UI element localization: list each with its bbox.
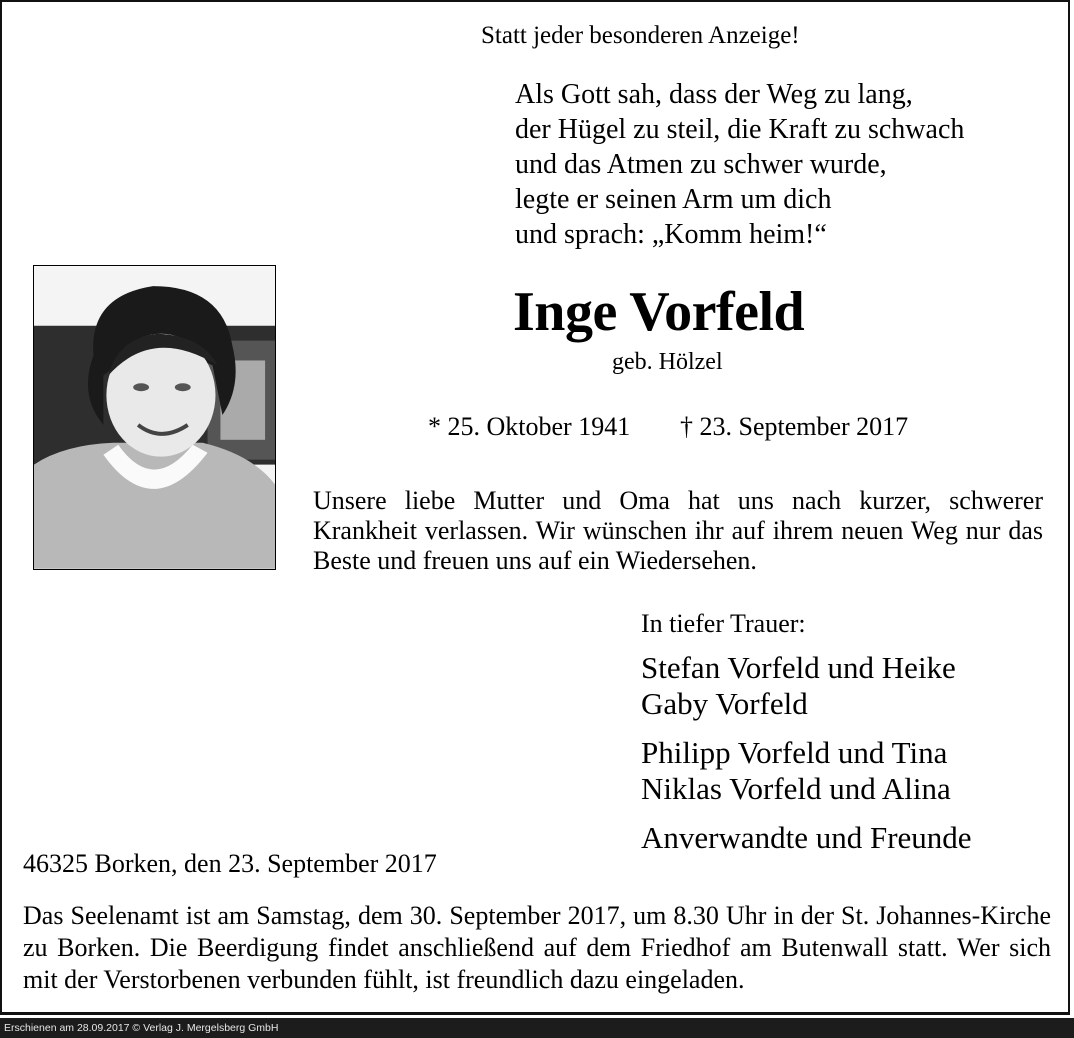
service-info: Das Seelenamt ist am Samstag, dem 30. September 2017, um 8.30 Uhr in der St. Johannes-Kirche zu Borken. Die Beerdigung findet anschließend auf dem Friedhof am Butenwall statt. Wer sich mit der Verstorbenen verbunden fühlt, ist freundlich dazu eingeladen. [23, 901, 1051, 994]
mourner-group [641, 820, 972, 856]
portrait-photo-image [34, 266, 275, 569]
mourner-name: Niklas Vorfeld und Alina [641, 771, 951, 806]
mourner-name: Stefan Vorfeld und Heike [641, 650, 956, 685]
maiden-name: geb. Hölzel [612, 349, 723, 375]
birth-date: * 25. Oktober 1941 [428, 412, 631, 441]
deceased-name: Inge Vorfeld [513, 281, 805, 343]
obituary-message: Unsere liebe Mutter und Oma hat uns nach kurzer, schwerer Krankheit verlassen. Wir wünschen ihr auf ihrem neuen Weg nur das Beste und freuen uns auf ein Wiedersehen. [313, 486, 1043, 575]
mourner-name: Anverwandte und Freunde [641, 820, 972, 855]
mourners-list [641, 650, 972, 869]
poem-line: und das Atmen zu schwer wurde, [515, 149, 887, 180]
poem-line: legte er seinen Arm um dich [515, 184, 832, 215]
mourner-group [641, 650, 972, 722]
publication-footer: Erschienen am 28.09.2017 © Verlag J. Mergelsberg GmbH [0, 1018, 1074, 1038]
mourning-label: In tiefer Trauer: [641, 609, 806, 638]
death-date: † 23. September 2017 [680, 412, 909, 441]
poem-line: Als Gott sah, dass der Weg zu lang, [515, 79, 913, 110]
poem-line: und sprach: „Komm heim!“ [515, 219, 827, 250]
place-date: 46325 Borken, den 23. September 2017 [23, 849, 437, 878]
mourner-group [641, 735, 972, 807]
mourner-name: Gaby Vorfeld [641, 686, 808, 721]
portrait-photo [33, 265, 276, 570]
poem-line: der Hügel zu steil, die Kraft zu schwach [515, 114, 965, 145]
poem [515, 77, 964, 252]
notice-heading: Statt jeder besonderen Anzeige! [481, 22, 800, 49]
mourner-name: Philipp Vorfeld und Tina [641, 735, 948, 770]
